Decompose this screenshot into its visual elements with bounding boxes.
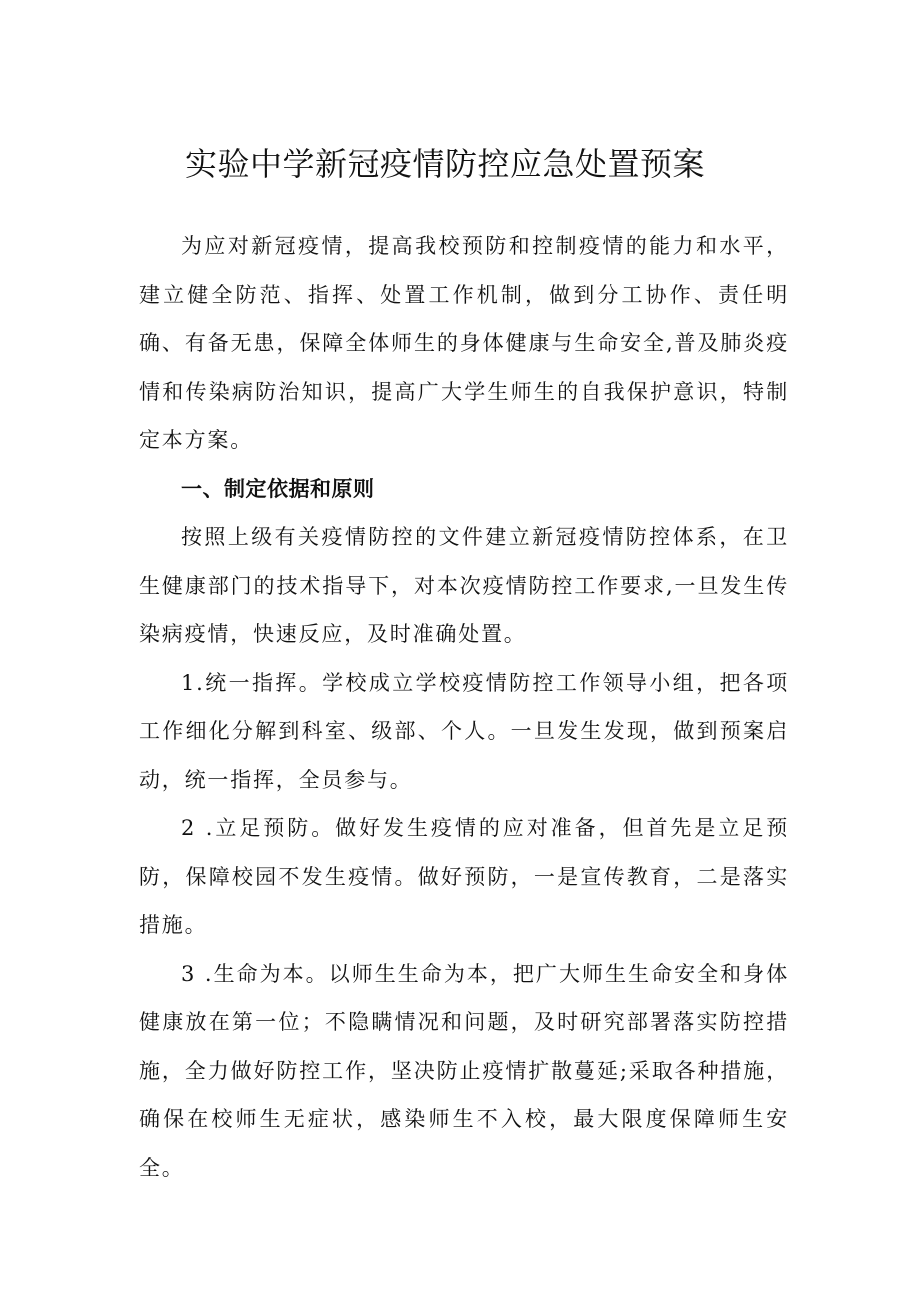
document-body [139,222,789,1192]
intro-paragraph: 为应对新冠疫情，提高我校预防和控制疫情的能力和水平，建立健全防范、指挥、处置工作机制，做到分工协作、责任明确、有备无患，保障全体师生的身体健康与生命安全,普及肺炎疫情和传染病防治知识，提高广大学生师生的自我保护意识，特制定本方案。 [139,234,789,452]
principle-item-1: 1.统一指挥。学校成立学校疫情防控工作领导小组，把各项工作细化分解到科室、级部、个人。一旦发生发现，做到预案启动，统一指挥，全员参与。 [139,670,789,792]
principle-item-2: 2 .立足预防。做好发生疫情的应对准备，但首先是立足预防，保障校园不发生疫情。做好预防，一是宣传教育，二是落实措施。 [139,816,789,937]
document-title: 实验中学新冠疫情防控应急处置预案 [184,145,705,183]
section-heading: 一、制定依据和原则 [181,476,375,501]
principle-item-3: 3 .生命为本。以师生生命为本，把广大师生生命安全和身体健康放在第一位；不隐瞒情况和问题，及时研究部署落实防控措施，全力做好防控工作，坚决防止疫情扩散蔓延;采取各种措施，确保在校师生无症状，感染师生不入校，最大限度保障师生安全。 [139,961,789,1180]
section-paragraph: 按照上级有关疫情防控的文件建立新冠疫情防控体系，在卫生健康部门的技术指导下，对本次疫情防控工作要求,一旦发生传染病疫情，快速反应，及时准确处置。 [139,525,789,646]
